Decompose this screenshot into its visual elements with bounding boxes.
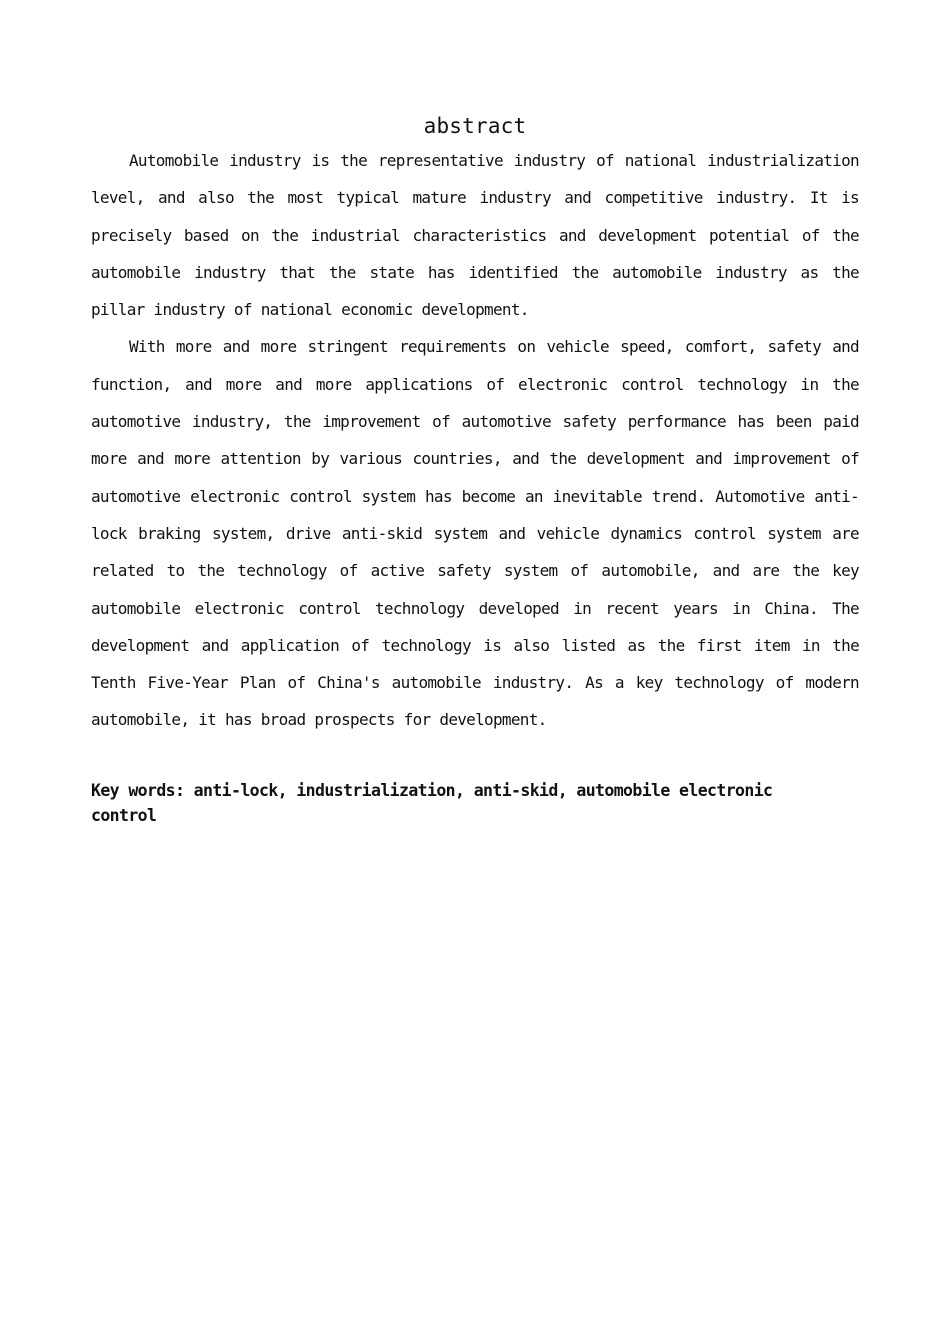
document-page xyxy=(91,112,859,828)
abstract-paragraph-1: Automobile industry is the representative industry of national industrialization level, and also the most typical mature industry and competitive industry. It is precisely based on the industrial characteristics and development potential of the automobile industry that the state has identified the automobile industry as the pillar industry of national economic development. xyxy=(91,151,859,320)
abstract-title: abstract xyxy=(423,114,527,138)
keywords-line: Key words: anti-lock, industrialization, anti-skid, automobile electronic control xyxy=(91,780,773,825)
abstract-paragraph-2: With more and more stringent requirements on vehicle speed, comfort, safety and function, and more and more applications of electronic control technology in the automotive industry, the improvement of automotive safety performance has been paid more and more attention by various countries, and the development and improvement of automotive electronic control system has become an inevitable trend. Automotive anti-lock braking system, drive anti-skid system and vehicle dynamics control system are related to the technology of active safety system of automobile, and are the key automobile electronic control technology developed in recent years in China. The development and application of technology is also listed as the first item in the Tenth Five-Year Plan of China's automobile industry. As a key technology of modern automobile, it has broad prospects for development. xyxy=(91,337,859,730)
